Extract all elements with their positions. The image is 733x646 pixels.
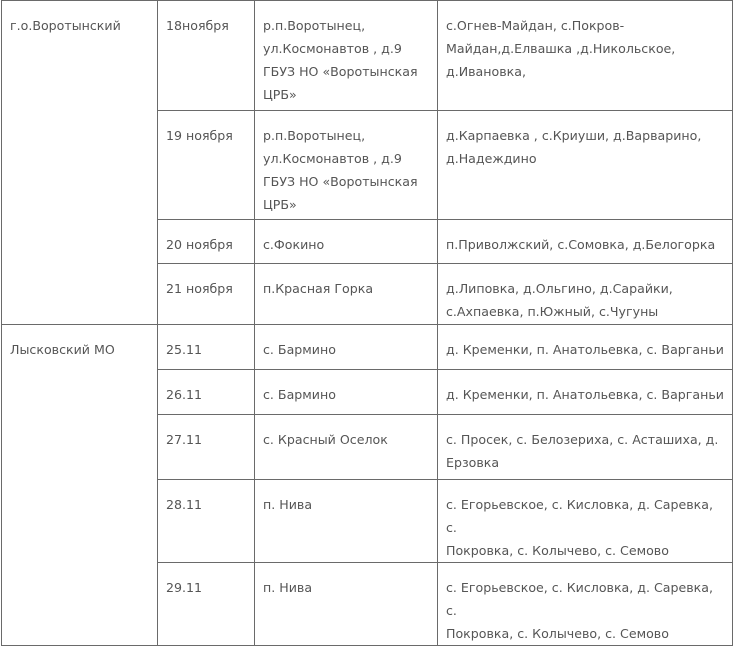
place-cell: с. Бармино [255, 325, 438, 370]
date-cell: 25.11 [158, 325, 255, 370]
villages-cell: с.Огнев-Майдан, с.Покров- Майдан,д.Елвашка ,д.Никольское, д.Ивановка, [438, 1, 733, 111]
villages-cell: с. Егорьевское, с. Кисловка, д. Саревка, с. Покровка, с. Колычево, с. Семово [438, 480, 733, 563]
villages-cell: п.Приволжский, с.Сомовка, д.Белогорка [438, 220, 733, 264]
villages-cell: с. Просек, с. Белозериха, с. Асташиха, д. Ерзовка [438, 415, 733, 480]
table-row [2, 325, 733, 370]
table-row [2, 1, 733, 111]
villages-cell: с. Егорьевское, с. Кисловка, д. Саревка, с. Покровка, с. Колычево, с. Семово [438, 563, 733, 646]
place-cell: с.Фокино [255, 220, 438, 264]
date-cell: 18ноября [158, 1, 255, 111]
date-cell: 21 ноября [158, 264, 255, 325]
date-cell: 28.11 [158, 480, 255, 563]
date-cell: 27.11 [158, 415, 255, 480]
villages-cell: д.Липовка, д.Ольгино, д.Сарайки, с.Ахпаевка, п.Южный, с.Чугуны [438, 264, 733, 325]
district-cell: Лысковский МО [2, 325, 158, 646]
district-cell: г.о.Воротынский [2, 1, 158, 325]
villages-cell: д. Кременки, п. Анатольевка, с. Варганьи [438, 370, 733, 415]
place-cell: р.п.Воротынец, ул.Космонавтов , д.9 ГБУЗ НО «Воротынская ЦРБ» [255, 1, 438, 111]
place-cell: п. Нива [255, 480, 438, 563]
place-cell: с. Красный Оселок [255, 415, 438, 480]
place-cell: с. Бармино [255, 370, 438, 415]
date-cell: 26.11 [158, 370, 255, 415]
place-cell: п.Красная Горка [255, 264, 438, 325]
place-cell: р.п.Воротынец, ул.Космонавтов , д.9 ГБУЗ НО «Воротынская ЦРБ» [255, 111, 438, 220]
schedule-table [1, 0, 733, 646]
date-cell: 19 ноября [158, 111, 255, 220]
villages-cell: д. Кременки, п. Анатольевка, с. Варганьи [438, 325, 733, 370]
place-cell: п. Нива [255, 563, 438, 646]
villages-cell: д.Карпаевка , с.Криуши, д.Варварино, д.Надеждино [438, 111, 733, 220]
date-cell: 20 ноября [158, 220, 255, 264]
date-cell: 29.11 [158, 563, 255, 646]
